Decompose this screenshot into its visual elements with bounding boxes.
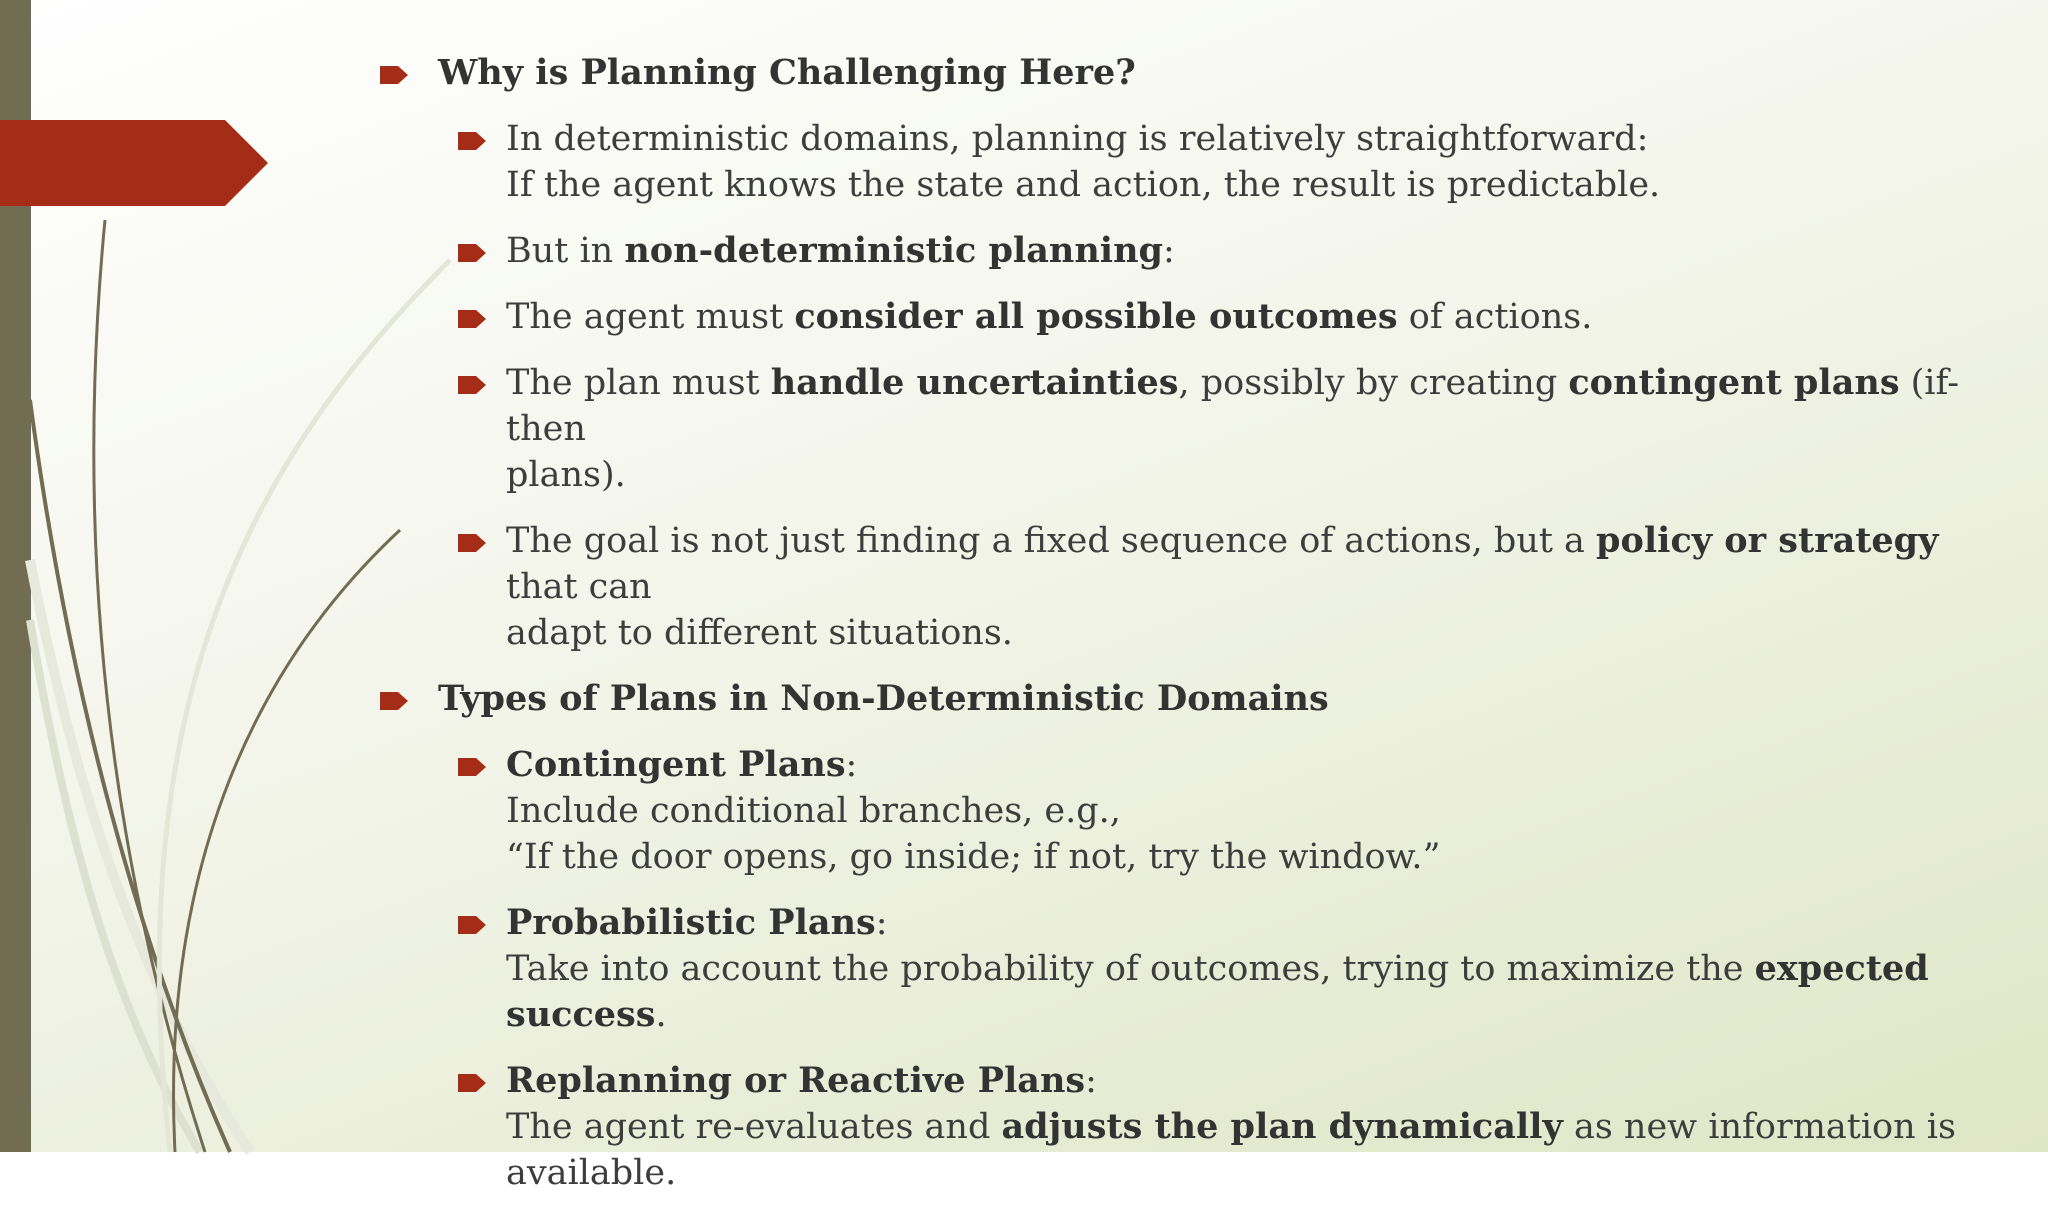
title-arrow-shape — [0, 120, 268, 206]
bold-term: consider all possible outcomes — [794, 296, 1398, 337]
arrow-bullet-icon — [458, 310, 486, 328]
arrow-bullet-icon — [458, 916, 486, 934]
bold-term: adjusts the plan dynamically — [1001, 1106, 1563, 1147]
item-text: But in — [506, 231, 625, 271]
colon: : — [875, 903, 888, 943]
list-item — [380, 228, 2000, 274]
item-text: that can — [506, 567, 652, 607]
list-item — [380, 900, 2000, 1038]
item-text: : — [1163, 231, 1175, 271]
list-item — [380, 518, 2000, 656]
arrow-bullet-icon — [458, 758, 486, 776]
plan-type-title: Replanning or Reactive Plans — [506, 1060, 1086, 1101]
list-item — [380, 360, 2000, 498]
item-text: as new information is available. — [506, 1107, 1956, 1193]
item-text: of actions. — [1397, 297, 1593, 337]
item-text: The plan must — [506, 363, 771, 403]
item-text: In deterministic domains, planning is relatively straightforward: — [506, 119, 1649, 159]
item-text: . — [655, 995, 667, 1035]
arrow-bullet-icon — [380, 66, 408, 84]
plan-type-title: Contingent Plans — [506, 744, 846, 785]
arrow-bullet-icon — [380, 692, 408, 710]
item-text: (if-then — [506, 363, 1960, 449]
item-text: , possibly by creating — [1178, 363, 1569, 403]
arrow-bullet-icon — [458, 1074, 486, 1092]
bold-term: non-deterministic planning — [624, 230, 1163, 271]
heading-text: Why is Planning Challenging Here? — [438, 52, 1136, 93]
item-text: adapt to different situations. — [506, 613, 1013, 653]
item-text: The goal is not just finding a fixed sequence of actions, but a — [506, 521, 1597, 561]
item-text: If the agent knows the state and action, the result is predictable. — [506, 165, 1661, 205]
list-item — [380, 116, 2000, 208]
bold-term: expected success — [506, 948, 1929, 1035]
item-text: plans). — [506, 455, 626, 495]
section-heading-1 — [380, 50, 2000, 96]
list-item — [380, 1058, 2000, 1196]
arrow-bullet-icon — [458, 132, 486, 150]
item-text: The agent re-evaluates and — [506, 1107, 1002, 1147]
bold-term: contingent plans — [1568, 362, 1900, 403]
arrow-bullet-icon — [458, 244, 486, 262]
item-text: The agent must — [506, 297, 795, 337]
arrow-bullet-icon — [458, 534, 486, 552]
colon: : — [1085, 1061, 1097, 1101]
item-text: Include conditional branches, e.g., — [506, 791, 1121, 831]
list-item — [380, 742, 2000, 880]
slide-content — [380, 50, 2000, 1216]
bold-term: handle uncertainties — [770, 362, 1179, 403]
list-item — [380, 294, 2000, 340]
heading-text: Types of Plans in Non-Deterministic Domains — [438, 678, 1329, 719]
item-text: Take into account the probability of outcomes, trying to maximize the — [506, 949, 1755, 989]
plan-type-title: Probabilistic Plans — [506, 902, 876, 943]
item-text: “If the door opens, go inside; if not, try the window.” — [506, 837, 1441, 877]
bold-term: policy or strategy — [1596, 520, 1939, 561]
section-heading-2 — [380, 676, 2000, 722]
arrow-bullet-icon — [458, 376, 486, 394]
colon: : — [845, 745, 858, 785]
